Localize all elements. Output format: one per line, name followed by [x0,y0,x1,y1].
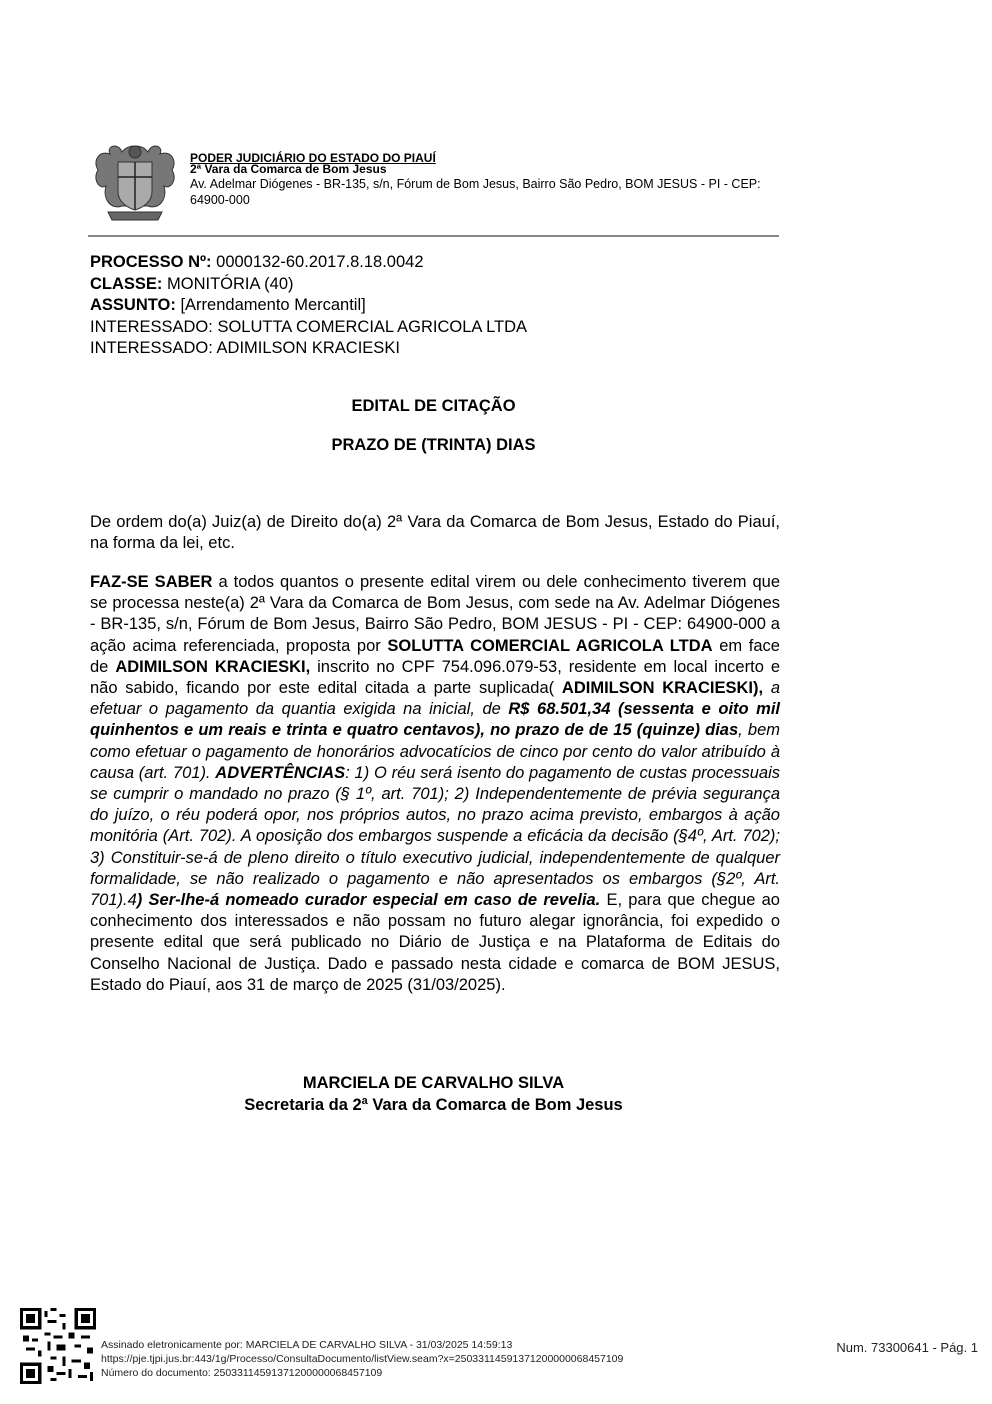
case-metadata [90,252,790,360]
qr-code [20,1308,96,1384]
document-title: EDITAL DE CITAÇÃO [351,397,516,415]
interessado-2: INTERESSADO: ADIMILSON KRACIESKI [90,339,400,357]
signatory-role: Secretaria da 2ª Vara da Comarca de Bom Jesus [244,1096,623,1114]
signed-by: Assinado eletronicamente por: MARCIELA DE CARVALHO SILVA - 31/03/2025 14:59:13 [101,1339,513,1351]
court-division: 2ª Vara da Comarca de Bom Jesus [190,162,387,176]
intro-paragraph: De ordem do(a) Juiz(a) de Direito do(a) 2ª Vara da Comarca de Bom Jesus, Estado do Piauí, na forma da lei, etc. [90,513,780,553]
signature-footer [101,1338,623,1380]
document-number: Número do documento: 25033114591371200000068457109 [101,1367,383,1379]
main-paragraph: FAZ-SE SABER a todos quantos o presente edital virem ou dele conhecimento tiverem que se processa neste(a) 2ª Vara da Comarca de Bom Jesus, com sede na Av. Adelmar Diógenes - BR-135, s/n, Fórum de Bom Jesus, Bairro São Pedro, BOM JESUS - PI - CEP: 64900-000 a ação acima referenciada, proposta por SOLUTTA COMERCIAL AGRICOLA LTDA em face de ADIMILSON KRACIESKI, inscrito no CPF 754.096.079-53, residente em local incerto e não sabido, ficando por este edital citada a parte suplicada( ADIMILSON KRACIESKI), a efetuar o pagamento da quantia exigida na inicial, de R$ 68.501,34 (sessenta e oito mil quinhentos e um reais e trinta e quatro centavos), no prazo de de 15 (quinze) dias, bem como efetuar o pagamento de honorários advocatícios de cinco por cento do valor atribuído à causa (art. 701). ADVERTÊNCIAS: 1) O réu será isento do pagamento de custas processuais se cumprir o mandado no prazo (§ 1º, art. 701); 2) Independentemente de prévia segurança do juízo, o réu poderá opor, nos próprios autos, no prazo acima previsto, embargos à ação monitória (Art. 702). A oposição dos embargos suspende a eficácia da decisão (§4º, Art. 702); 3) Constituir-se-á de pleno direito o título executivo judicial, independentemente de qualquer formalidade, se não realizado o pagamento e não apresentados os embargos (§2º, Art. 701).4) Ser-lhe-á nomeado curador especial em caso de revelia. E, para que chegue ao conhecimento dos interessados e não possam no futuro alegar ignorância, foi expedido o presente edital que será publicado no Diário de Justiça e na Plataforma de Editais do Conselho Nacional de Justiça. Dado e passado nesta cidade e comarca de BOM JESUS, Estado do Piauí, aos 31 de março de 2025 (31/03/2025). [90,573,781,994]
header-divider [88,235,779,237]
coat-of-arms-logo [88,140,182,224]
page-number: Num. 73300641 - Pág. 1 [836,1340,978,1355]
court-name: PODER JUDICIÁRIO DO ESTADO DO PIAUÍ [190,151,436,165]
classe-line: CLASSE: MONITÓRIA (40) [90,274,294,293]
signatory-name: MARCIELA DE CARVALHO SILVA [302,1074,565,1092]
court-address: Av. Adelmar Diógenes - BR-135, s/n, Fórum de Bom Jesus, Bairro São Pedro, BOM JESUS - PI - CEP: 64900-000 [190,177,761,207]
verification-url[interactable]: https://pje.tjpi.jus.br:443/1g/Processo/ConsultaDocumento/listView.seam?x=25033114591371200000068457109 [101,1353,624,1365]
processo-line: PROCESSO Nº: 0000132-60.2017.8.18.0042 [90,253,424,271]
assunto-line: ASSUNTO: [Arrendamento Mercantil] [90,296,366,314]
court-header [190,153,790,208]
document-subtitle: PRAZO DE (TRINTA) DIAS [331,436,536,454]
interessado-1: INTERESSADO: SOLUTTA COMERCIAL AGRICOLA LTDA [90,317,528,336]
